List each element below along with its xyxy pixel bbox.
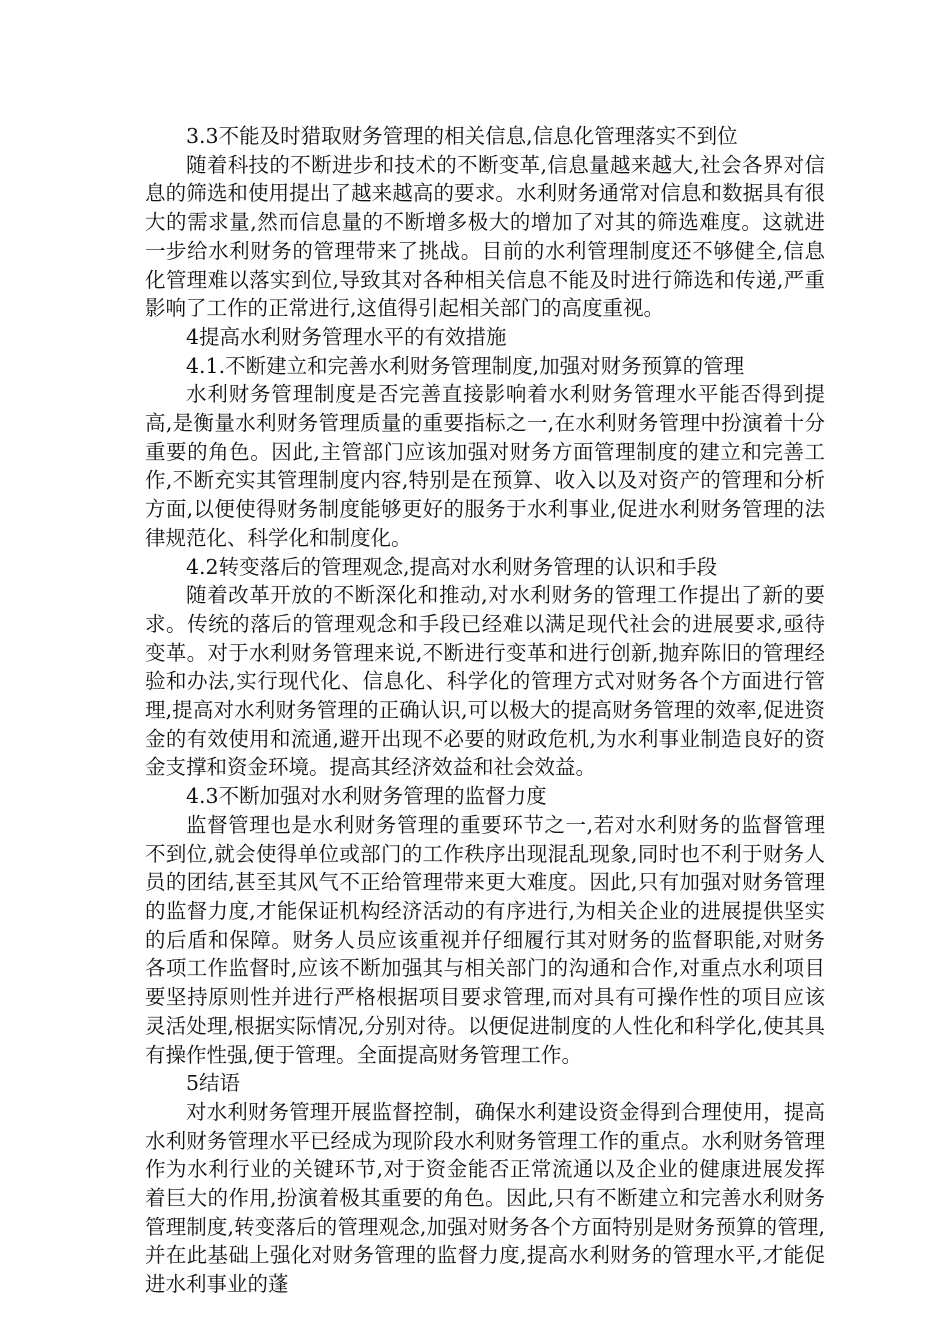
section-heading-5: 5结语	[186, 1071, 241, 1096]
section-heading-4-1: 4.1.不断建立和完善水利财务管理制度,加强对财务预算的管理	[186, 353, 745, 378]
section-heading-4-3: 4.3不断加强对水利财务管理的监督力度	[186, 784, 547, 809]
document-body	[145, 122, 825, 1299]
section-heading-4: 4提高水利财务管理水平的有效措施	[186, 324, 507, 349]
paragraph-supervision: 监督管理也是水利财务管理的重要环节之一,若对水利财务的监督管理不到位,就会使得单位或部门的工作秩序出现混乱现象,同时也不利于财务人员的团结,甚至其风气不正给管理带来更大难度。因此,只有加强对财务管理的监督力度,才能保证机构经济活动的有序进行,为相关企业的进展提供坚实的后盾和保障。财务人员应该重视并仔细履行其对财务的监督职能,对财务各项工作监督时,应该不断加强其与相关部门的沟通和合作,对重点水利项目要坚持原则性并进行严格根据项目要求管理,而对具有可操作性的项目应该灵活处理,根据实际情况,分别对待。以便促进制度的人性化和科学化,使其具有操作性强,便于管理。全面提高财务管理工作。	[145, 812, 825, 1067]
paragraph-management-system: 水利财务管理制度是否完善直接影响着水利财务管理水平能否得到提高,是衡量水利财务管理质量的重要指标之一,在水利财务管理中扮演着十分重要的角色。因此,主管部门应该加强对财务方面管理制度的建立和完善工作,不断充实其管理制度内容,特别是在预算、收入以及对资产的管理和分析方面,以便使得财务制度能够更好的服务于水利事业,促进水利财务管理的法律规范化、科学化和制度化。	[145, 382, 825, 550]
section-heading-4-2: 4.2转变落后的管理观念,提高对水利财务管理的认识和手段	[186, 554, 718, 579]
paragraph-conclusion: 对水利财务管理开展监督控制，确保水利建设资金得到合理使用，提高水利财务管理水平已经成为现阶段水利财务管理工作的重点。水利财务管理作为水利行业的关键环节,对于资金能否正常流通以及企业的健康进展发挥着巨大的作用,扮演着极其重要的角色。因此,只有不断建立和完善水利财务管理制度,转变落后的管理观念,加强对财务各个方面特别是财务预算的管理,并在此基础上强化对财务管理的监督力度,提高水利财务的管理水平,才能促进水利事业的蓬	[145, 1099, 825, 1297]
paragraph-information-management: 随着科技的不断进步和技术的不断变革,信息量越来越大,社会各界对信息的筛选和使用提出了越来越高的要求。水利财务通常对信息和数据具有很大的需求量,然而信息量的不断增多极大的增加了对其的筛选难度。这就进一步给水利财务的管理带来了挑战。目前的水利管理制度还不够健全,信息化管理难以落实到位,导致其对各种相关信息不能及时进行筛选和传递,严重影响了工作的正常进行,这值得引起相关部门的高度重视。	[145, 152, 825, 321]
paragraph-management-concepts: 随着改革开放的不断深化和推动,对水利财务的管理工作提出了新的要求。传统的落后的管理观念和手段已经难以满足现代社会的进展要求,亟待变革。对于水利财务管理来说,不断进行变革和进行创新,抛弃陈旧的管理经验和办法,实行现代化、信息化、科学化的管理方式对财务各个方面进行管理,提高对水利财务管理的正确认识,可以极大的提高财务管理的效率,促进资金的有效使用和流通,避开出现不必要的财政危机,为水利事业制造良好的资金支撑和资金环境。提高其经济效益和社会效益。	[145, 583, 825, 780]
section-heading-3-3: 3.3不能及时猎取财务管理的相关信息,信息化管理落实不到位	[186, 124, 738, 148]
